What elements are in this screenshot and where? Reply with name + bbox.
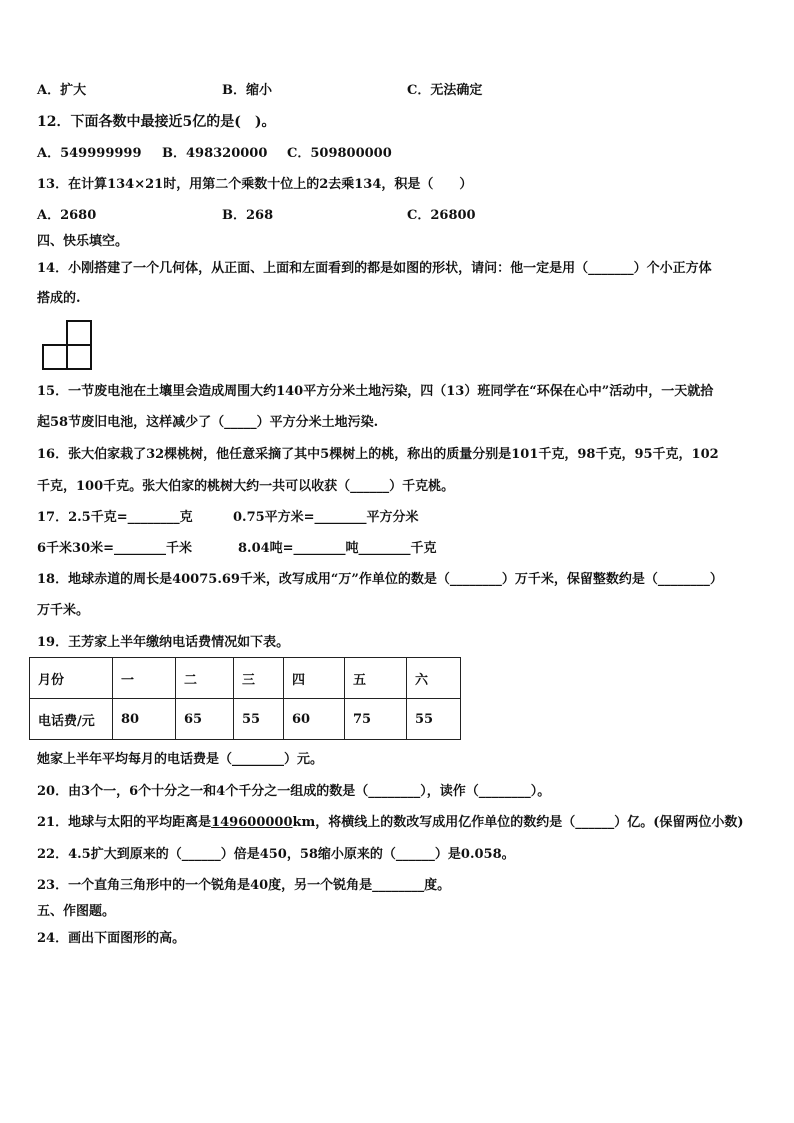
- q14-line-1: 14．小刚搭建了一个几何体，从正面、上面和左面看到的都是如图的形状，请问：他一定是用（_______）个小正方体: [37, 261, 712, 276]
- q17-part-b: 0.75平方米=________平方分米: [233, 510, 419, 525]
- q15-line-1: 15．一节废电池在土壤里会造成周围大约140平方分米土地污染，四（13）班同学在“环保在心中”活动中，一天就拾: [37, 384, 714, 399]
- q21-text: [37, 814, 744, 832]
- section-five-heading: 五、作图题。: [37, 904, 116, 919]
- q24-text: 24．画出下面图形的高。: [37, 931, 186, 946]
- q12-option-a: A．549999999: [37, 146, 142, 161]
- q18-line-1: 18．地球赤道的周长是40075.69千米，改写成用“万”作单位的数是（________）万千米，保留整数约是（________）: [37, 572, 723, 587]
- fee-cell: 60: [284, 699, 345, 740]
- q21-prefix: 21．地球与太阳的平均距离是: [37, 815, 212, 830]
- q13-option-b: B．268: [222, 208, 274, 223]
- month-cell: 四: [284, 658, 345, 699]
- q13-option-c: C．26800: [407, 208, 476, 223]
- q18-line-2: 万千米。: [37, 603, 90, 618]
- fee-cell: 55: [407, 699, 461, 740]
- section-four-heading: 四、快乐填空。: [37, 234, 129, 249]
- month-cell: 五: [345, 658, 407, 699]
- table-row: [30, 699, 461, 740]
- q12-stem: 12．下面各数中最接近5亿的是( )。: [37, 114, 276, 130]
- q19-stem: 19．王芳家上半年缴纳电话费情况如下表。: [37, 635, 290, 650]
- q13-stem: 13．在计算134×21时，用第二个乘数十位上的2去乘134，积是（ ）: [37, 177, 473, 192]
- month-cell: 六: [407, 658, 461, 699]
- q12-option-c: C．509800000: [287, 146, 392, 161]
- q11-option-b: B．缩小: [222, 83, 272, 98]
- q16-line-2: 千克，100千克。张大伯家的桃树大约一共可以收获（______）千克桃。: [37, 479, 455, 494]
- q11-option-c: C．无法确定: [407, 83, 483, 98]
- q19-follow-up: 她家上半年平均每月的电话费是（________）元。: [37, 752, 324, 767]
- fee-cell: 80: [113, 699, 176, 740]
- q17-part-c: 6千米30米=________千米: [37, 541, 193, 556]
- month-cell: 二: [176, 658, 234, 699]
- fee-cell: 65: [176, 699, 234, 740]
- table-row: [30, 658, 461, 699]
- cube-square-bottom-left: [43, 345, 67, 369]
- fee-cell: 75: [345, 699, 407, 740]
- q20-text: 20．由3个一，6个十分之一和4个千分之一组成的数是（________），读作（________）。: [37, 784, 551, 799]
- q21-suffix: km，将横线上的数改写成用亿作单位的数约是（______）亿。(保留两位小数): [292, 815, 744, 830]
- q16-line-1: 16．张大伯家栽了32棵桃树，他任意采摘了其中5棵树上的桃，称出的质量分别是101千克，98千克，95千克，102: [37, 447, 719, 462]
- q22-text: 22．4.5扩大到原来的（______）倍是450，58缩小原来的（______）是0.058。: [37, 847, 515, 862]
- phone-bill-table: [29, 657, 461, 740]
- table-header-label: 月份: [30, 658, 113, 699]
- cube-view-figure: [42, 320, 96, 372]
- month-cell: 三: [234, 658, 284, 699]
- q23-text: 23．一个直角三角形中的一个锐角是40度，另一个锐角是________度。: [37, 878, 451, 893]
- q12-option-b: B．498320000: [162, 146, 268, 161]
- q17-part-a: 17．2.5千克=________克: [37, 510, 193, 525]
- cube-square-bottom-right: [67, 345, 91, 369]
- q15-line-2: 起58节废旧电池，这样减少了（_____）平方分米土地污染.: [37, 415, 379, 430]
- q11-option-a: A．扩大: [37, 83, 87, 98]
- q21-underlined-number: 149600000: [211, 815, 293, 830]
- table-row-label: 电话费/元: [30, 699, 113, 740]
- fee-cell: 55: [234, 699, 284, 740]
- q14-line-2: 搭成的.: [37, 291, 81, 306]
- q17-part-d: 8.04吨=________吨________千克: [238, 541, 437, 556]
- month-cell: 一: [113, 658, 176, 699]
- cube-square-top: [67, 321, 91, 345]
- q13-option-a: A．2680: [37, 208, 97, 223]
